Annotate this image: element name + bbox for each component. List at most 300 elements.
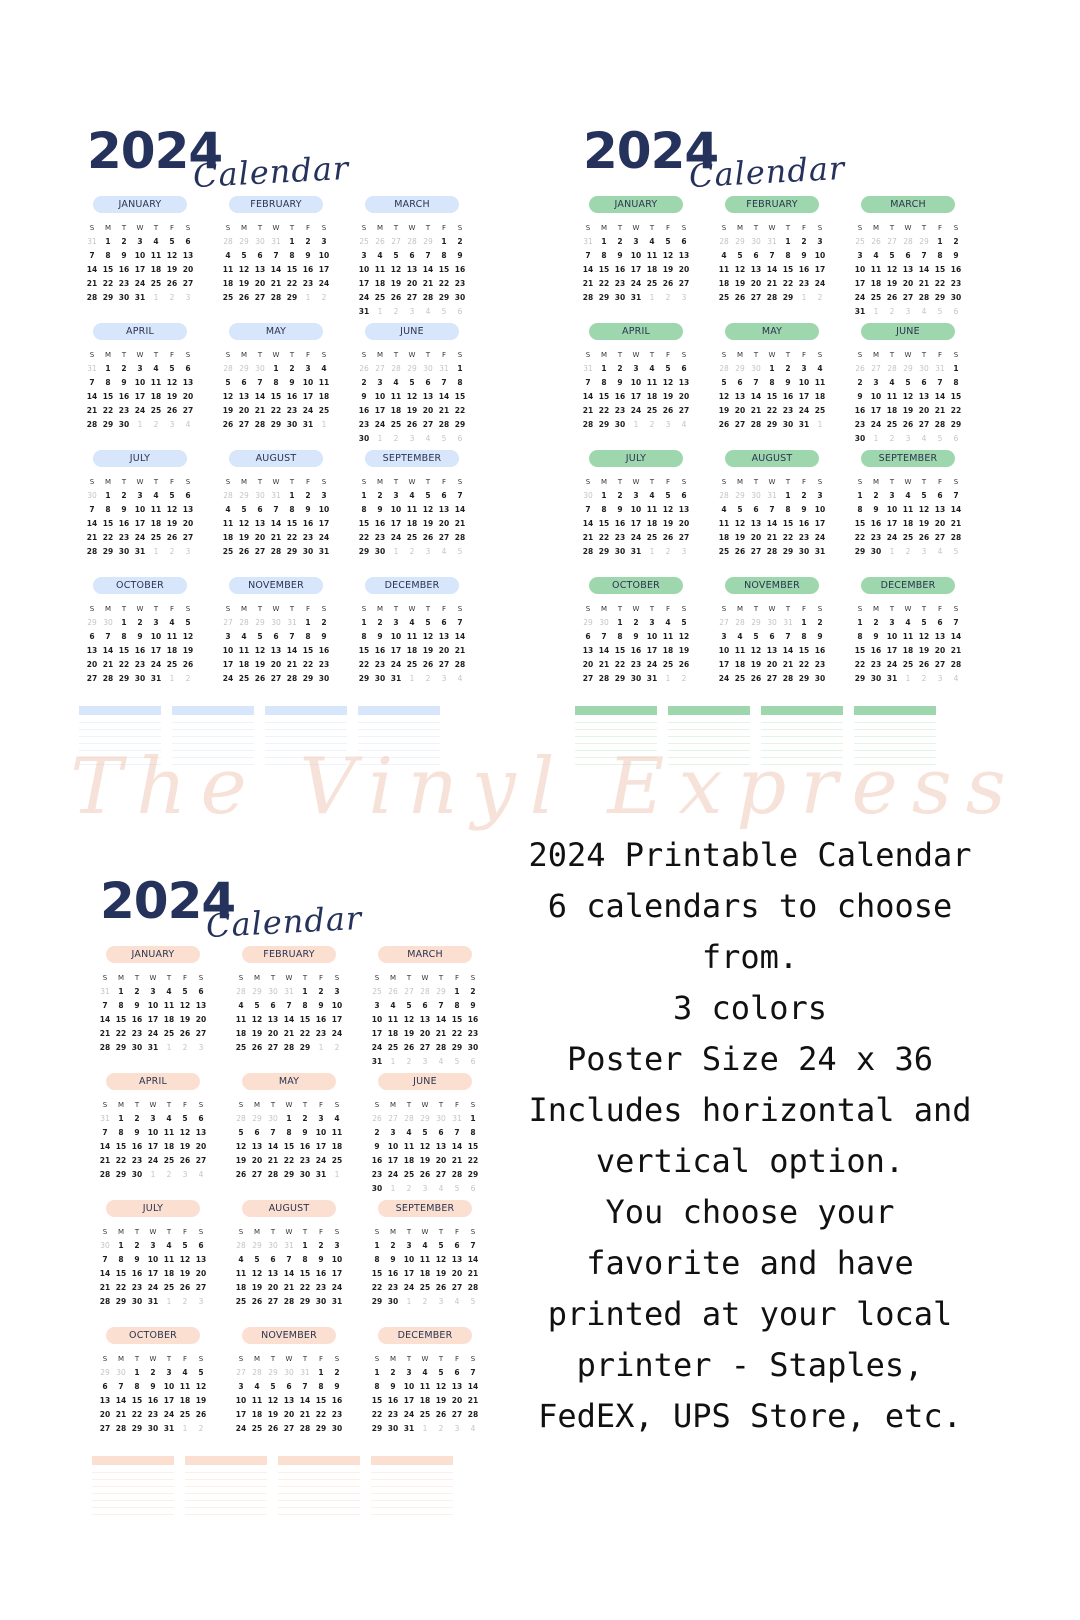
weekday-label: W bbox=[149, 1355, 157, 1363]
weekday-label: M bbox=[240, 224, 248, 232]
day-cell: 29 bbox=[407, 364, 417, 373]
day-cell: 14 bbox=[267, 1142, 279, 1151]
day-cell: 2 bbox=[406, 1184, 412, 1193]
day-cell: 9 bbox=[377, 632, 383, 641]
weekday-label: F bbox=[937, 351, 943, 359]
day-cell: 4 bbox=[153, 364, 159, 373]
day-cell: 30 bbox=[614, 293, 626, 302]
day-cell: 27 bbox=[195, 1283, 207, 1292]
note-line bbox=[278, 1486, 360, 1487]
weekday-label: S bbox=[225, 351, 231, 359]
day-cell: 11 bbox=[718, 519, 730, 528]
day-cell: 28 bbox=[766, 293, 778, 302]
day-cell: 20 bbox=[438, 646, 450, 655]
note-line bbox=[371, 1493, 453, 1494]
day-cell: 30 bbox=[798, 547, 810, 556]
day-cell: 29 bbox=[239, 237, 249, 246]
day-cell: 14 bbox=[782, 646, 794, 655]
day-cell: 2 bbox=[321, 618, 327, 627]
week-row bbox=[707, 658, 837, 672]
day-cell: 22 bbox=[371, 1283, 383, 1292]
day-cell: 20 bbox=[438, 519, 450, 528]
day-cell: 28 bbox=[267, 1170, 279, 1179]
day-cell: 29 bbox=[87, 618, 97, 627]
day-cell: 20 bbox=[750, 533, 762, 542]
day-cell: 25 bbox=[150, 533, 162, 542]
weekday-label: T bbox=[649, 478, 655, 486]
weekday-label: S bbox=[953, 605, 959, 613]
weekday-label: F bbox=[318, 1228, 324, 1236]
weekday-label: M bbox=[600, 478, 608, 486]
weekday-label: T bbox=[921, 605, 927, 613]
week-row bbox=[571, 376, 701, 390]
weekday-label: T bbox=[393, 224, 399, 232]
day-cell: 30 bbox=[467, 1043, 479, 1052]
weekday-label: T bbox=[785, 478, 791, 486]
day-cell: 2 bbox=[318, 1241, 324, 1250]
weekday-label: T bbox=[257, 224, 263, 232]
day-cell: 18 bbox=[222, 533, 234, 542]
day-cell: 2 bbox=[422, 1297, 428, 1306]
weekday-label: T bbox=[785, 351, 791, 359]
day-cell: 7 bbox=[89, 251, 95, 260]
weekday-label: S bbox=[361, 605, 367, 613]
weekday-label: T bbox=[406, 1228, 412, 1236]
day-cell: 20 bbox=[254, 533, 266, 542]
day-cell: 15 bbox=[371, 1396, 383, 1405]
day-cell: 7 bbox=[441, 378, 447, 387]
weekday-label: M bbox=[389, 1101, 397, 1109]
day-cell: 28 bbox=[903, 237, 913, 246]
month-name: SEPTEMBER bbox=[365, 450, 459, 467]
weekday-label: S bbox=[585, 605, 591, 613]
weekday-label: T bbox=[134, 1101, 140, 1109]
day-cell: 25 bbox=[235, 1297, 247, 1306]
day-cell: 23 bbox=[118, 279, 130, 288]
day-cell: 28 bbox=[719, 237, 729, 246]
day-cell: 2 bbox=[817, 293, 823, 302]
day-cell: 6 bbox=[753, 251, 759, 260]
month-name: NOVEMBER bbox=[725, 577, 819, 594]
weekday-label: T bbox=[153, 478, 159, 486]
weekday-label: S bbox=[321, 478, 327, 486]
weekday-label: T bbox=[921, 478, 927, 486]
day-cell: 3 bbox=[225, 632, 231, 641]
month-name: SEPTEMBER bbox=[861, 450, 955, 467]
day-cell: 29 bbox=[286, 293, 298, 302]
day-cell: 20 bbox=[238, 406, 250, 415]
week-row bbox=[88, 1154, 218, 1168]
weekday-header bbox=[75, 221, 205, 235]
day-cell: 29 bbox=[102, 293, 114, 302]
day-cell: 14 bbox=[286, 646, 298, 655]
day-cell: 30 bbox=[614, 420, 626, 429]
day-cell: 25 bbox=[318, 406, 330, 415]
day-cell: 3 bbox=[321, 237, 327, 246]
note-line bbox=[185, 1486, 267, 1487]
day-cell: 28 bbox=[451, 1170, 463, 1179]
day-cell: 17 bbox=[371, 1029, 383, 1038]
day-cell: 8 bbox=[801, 632, 807, 641]
month-block bbox=[211, 323, 341, 450]
weekday-label: M bbox=[600, 224, 608, 232]
day-cell: 21 bbox=[270, 279, 282, 288]
day-cell: 12 bbox=[662, 505, 674, 514]
day-cell: 27 bbox=[195, 1156, 207, 1165]
weekday-label: F bbox=[305, 605, 311, 613]
day-cell: 17 bbox=[814, 265, 826, 274]
day-cell: 19 bbox=[918, 519, 930, 528]
day-cell: 13 bbox=[419, 1015, 431, 1024]
day-cell: 16 bbox=[118, 265, 130, 274]
description-line: You choose your bbox=[605, 1193, 895, 1231]
note-line bbox=[278, 1493, 360, 1494]
day-cell: 2 bbox=[377, 618, 383, 627]
day-cell: 11 bbox=[318, 378, 330, 387]
day-cell: 28 bbox=[407, 237, 417, 246]
weekday-header bbox=[360, 1098, 490, 1112]
day-cell: 14 bbox=[467, 1382, 479, 1391]
weekday-header bbox=[707, 348, 837, 362]
day-cell: 2 bbox=[649, 420, 655, 429]
day-cell: 2 bbox=[889, 307, 895, 316]
day-cell: 9 bbox=[137, 632, 143, 641]
day-cell: 12 bbox=[435, 1382, 447, 1391]
day-cell: 28 bbox=[86, 547, 98, 556]
day-cell: 7 bbox=[257, 378, 263, 387]
day-cell: 2 bbox=[182, 1297, 188, 1306]
day-cell: 16 bbox=[374, 519, 386, 528]
day-cell: 14 bbox=[451, 1142, 463, 1151]
day-cell: 23 bbox=[614, 533, 626, 542]
weekday-label: S bbox=[198, 974, 204, 982]
week-row bbox=[211, 277, 341, 291]
week-row bbox=[843, 418, 973, 432]
week-row bbox=[88, 1041, 218, 1055]
week-row bbox=[75, 630, 205, 644]
week-row bbox=[211, 531, 341, 545]
week-row bbox=[707, 545, 837, 559]
weekday-label: M bbox=[872, 478, 880, 486]
day-cell: 30 bbox=[870, 674, 882, 683]
day-cell: 27 bbox=[719, 618, 729, 627]
day-cell: 28 bbox=[582, 547, 594, 556]
day-cell: 1 bbox=[649, 547, 655, 556]
day-cell: 1 bbox=[289, 491, 295, 500]
weekday-label: W bbox=[768, 605, 776, 613]
day-cell: 8 bbox=[601, 505, 607, 514]
week-row bbox=[843, 404, 973, 418]
day-cell: 12 bbox=[182, 632, 194, 641]
day-cell: 18 bbox=[662, 646, 674, 655]
day-cell: 21 bbox=[86, 406, 98, 415]
week-row bbox=[88, 1394, 218, 1408]
day-cell: 27 bbox=[406, 293, 418, 302]
day-cell: 21 bbox=[582, 279, 594, 288]
day-cell: 26 bbox=[182, 660, 194, 669]
day-cell: 24 bbox=[630, 533, 642, 542]
day-cell: 27 bbox=[236, 1368, 246, 1377]
day-cell: 16 bbox=[798, 519, 810, 528]
day-cell: 9 bbox=[305, 505, 311, 514]
day-cell: 28 bbox=[422, 293, 434, 302]
day-cell: 6 bbox=[270, 1001, 276, 1010]
day-cell: 1 bbox=[374, 1241, 380, 1250]
weekday-label: T bbox=[166, 1228, 172, 1236]
day-cell: 7 bbox=[105, 632, 111, 641]
month-name: MARCH bbox=[365, 196, 459, 213]
day-cell: 16 bbox=[131, 1269, 143, 1278]
day-cell: 1 bbox=[305, 293, 311, 302]
weekday-label: M bbox=[240, 478, 248, 486]
day-cell: 4 bbox=[905, 491, 911, 500]
day-cell: 31 bbox=[315, 1170, 327, 1179]
day-cell: 18 bbox=[163, 1142, 175, 1151]
day-cell: 2 bbox=[166, 1170, 172, 1179]
day-cell: 3 bbox=[137, 364, 143, 373]
month-name: OCTOBER bbox=[93, 577, 187, 594]
day-cell: 4 bbox=[422, 1368, 428, 1377]
week-row bbox=[211, 672, 341, 686]
day-cell: 9 bbox=[318, 1001, 324, 1010]
day-cell: 5 bbox=[937, 307, 943, 316]
week-row bbox=[88, 1126, 218, 1140]
note-line bbox=[668, 729, 750, 730]
day-cell: 8 bbox=[857, 505, 863, 514]
day-cell: 3 bbox=[198, 1043, 204, 1052]
month-name: FEBRUARY bbox=[242, 946, 336, 963]
day-cell: 1 bbox=[441, 237, 447, 246]
day-cell: 3 bbox=[905, 307, 911, 316]
day-cell: 10 bbox=[403, 1255, 415, 1264]
day-cell: 12 bbox=[734, 265, 746, 274]
day-cell: 1 bbox=[393, 547, 399, 556]
day-cell: 25 bbox=[718, 293, 730, 302]
weekday-label: M bbox=[240, 605, 248, 613]
day-cell: 17 bbox=[235, 1410, 247, 1419]
day-cell: 9 bbox=[873, 632, 879, 641]
week-row bbox=[75, 672, 205, 686]
day-cell: 23 bbox=[371, 1170, 383, 1179]
week-row bbox=[211, 404, 341, 418]
notes-column bbox=[371, 1472, 453, 1521]
week-row bbox=[571, 517, 701, 531]
day-cell: 24 bbox=[163, 1410, 175, 1419]
note-line bbox=[92, 1493, 174, 1494]
note-line bbox=[278, 1472, 360, 1473]
day-cell: 14 bbox=[467, 1255, 479, 1264]
day-cell: 29 bbox=[118, 674, 130, 683]
week-row bbox=[224, 1140, 354, 1154]
month-block bbox=[347, 196, 477, 323]
day-cell: 30 bbox=[950, 293, 962, 302]
day-cell: 16 bbox=[630, 646, 642, 655]
day-cell: 29 bbox=[766, 420, 778, 429]
day-cell: 18 bbox=[814, 392, 826, 401]
day-cell: 22 bbox=[598, 406, 610, 415]
day-cell: 12 bbox=[406, 392, 418, 401]
week-row bbox=[75, 644, 205, 658]
day-cell: 30 bbox=[423, 364, 433, 373]
weekday-label: W bbox=[408, 478, 416, 486]
day-cell: 2 bbox=[801, 237, 807, 246]
day-cell: 5 bbox=[169, 491, 175, 500]
day-cell: 28 bbox=[239, 618, 249, 627]
day-cell: 21 bbox=[270, 533, 282, 542]
day-cell: 18 bbox=[718, 279, 730, 288]
month-grid bbox=[75, 196, 477, 704]
day-cell: 10 bbox=[134, 505, 146, 514]
day-cell: 5 bbox=[182, 987, 188, 996]
week-row bbox=[843, 235, 973, 249]
day-cell: 26 bbox=[662, 279, 674, 288]
day-cell: 4 bbox=[921, 307, 927, 316]
weekday-label: S bbox=[681, 351, 687, 359]
day-cell: 22 bbox=[270, 406, 282, 415]
month-block bbox=[211, 450, 341, 577]
day-cell: 21 bbox=[467, 1396, 479, 1405]
month-name: SEPTEMBER bbox=[378, 1200, 472, 1217]
day-cell: 13 bbox=[182, 251, 194, 260]
day-cell: 3 bbox=[665, 420, 671, 429]
day-cell: 12 bbox=[918, 632, 930, 641]
day-cell: 7 bbox=[585, 505, 591, 514]
day-cell: 26 bbox=[886, 293, 898, 302]
day-cell: 11 bbox=[150, 505, 162, 514]
day-cell: 3 bbox=[425, 547, 431, 556]
day-cell: 8 bbox=[318, 1382, 324, 1391]
day-cell: 5 bbox=[241, 505, 247, 514]
weekday-label: M bbox=[376, 351, 384, 359]
note-line bbox=[79, 736, 161, 737]
day-cell: 1 bbox=[857, 618, 863, 627]
day-cell: 1 bbox=[377, 434, 383, 443]
day-cell: 1 bbox=[406, 1297, 412, 1306]
day-cell: 9 bbox=[134, 1128, 140, 1137]
day-cell: 20 bbox=[182, 392, 194, 401]
day-cell: 12 bbox=[422, 632, 434, 641]
weekday-label: S bbox=[681, 605, 687, 613]
day-cell: 26 bbox=[195, 1410, 207, 1419]
day-cell: 16 bbox=[454, 265, 466, 274]
day-cell: 29 bbox=[252, 987, 262, 996]
day-cell: 1 bbox=[318, 1043, 324, 1052]
day-cell: 29 bbox=[315, 1424, 327, 1433]
day-cell: 28 bbox=[420, 987, 430, 996]
day-cell: 25 bbox=[734, 674, 746, 683]
weekday-label: W bbox=[272, 478, 280, 486]
weekday-label: T bbox=[889, 605, 895, 613]
day-cell: 4 bbox=[649, 491, 655, 500]
day-cell: 22 bbox=[115, 1156, 127, 1165]
day-cell: 1 bbox=[361, 618, 367, 627]
day-cell: 13 bbox=[582, 646, 594, 655]
calendar-year: 2024 bbox=[583, 122, 719, 180]
week-row bbox=[347, 630, 477, 644]
weekday-label: S bbox=[817, 478, 823, 486]
day-cell: 2 bbox=[121, 491, 127, 500]
day-cell: 25 bbox=[163, 1029, 175, 1038]
day-cell: 13 bbox=[195, 1255, 207, 1264]
day-cell: 3 bbox=[873, 378, 879, 387]
day-cell: 16 bbox=[118, 519, 130, 528]
day-cell: 14 bbox=[438, 392, 450, 401]
day-cell: 11 bbox=[870, 265, 882, 274]
day-cell: 29 bbox=[102, 420, 114, 429]
day-cell: 20 bbox=[435, 1156, 447, 1165]
day-cell: 27 bbox=[678, 279, 690, 288]
day-cell: 3 bbox=[409, 434, 415, 443]
weekday-label: F bbox=[182, 974, 188, 982]
day-cell: 8 bbox=[769, 378, 775, 387]
day-cell: 11 bbox=[419, 1382, 431, 1391]
day-cell: 8 bbox=[441, 251, 447, 260]
week-row bbox=[707, 517, 837, 531]
day-cell: 19 bbox=[251, 1029, 263, 1038]
week-row bbox=[571, 277, 701, 291]
day-cell: 28 bbox=[467, 1410, 479, 1419]
day-cell: 28 bbox=[438, 420, 450, 429]
day-cell: 16 bbox=[614, 392, 626, 401]
day-cell: 5 bbox=[425, 618, 431, 627]
day-cell: 7 bbox=[457, 618, 463, 627]
notes-headers bbox=[92, 1456, 453, 1465]
day-cell: 2 bbox=[801, 491, 807, 500]
week-row bbox=[843, 545, 973, 559]
day-cell: 15 bbox=[782, 265, 794, 274]
month-name: DECEMBER bbox=[861, 577, 955, 594]
day-cell: 29 bbox=[436, 987, 446, 996]
day-cell: 11 bbox=[646, 251, 658, 260]
day-cell: 1 bbox=[817, 420, 823, 429]
weekday-label: F bbox=[665, 351, 671, 359]
day-cell: 14 bbox=[102, 646, 114, 655]
weekday-label: W bbox=[408, 224, 416, 232]
week-row bbox=[571, 249, 701, 263]
day-cell: 15 bbox=[371, 1269, 383, 1278]
week-row bbox=[211, 616, 341, 630]
day-cell: 5 bbox=[665, 491, 671, 500]
week-row bbox=[75, 616, 205, 630]
day-cell: 22 bbox=[454, 406, 466, 415]
week-row bbox=[88, 1380, 218, 1394]
weekday-label: W bbox=[285, 1355, 293, 1363]
weekday-label: S bbox=[681, 478, 687, 486]
notes-header-bar bbox=[185, 1456, 267, 1465]
day-cell: 17 bbox=[630, 519, 642, 528]
day-cell: 16 bbox=[387, 1269, 399, 1278]
day-cell: 21 bbox=[782, 660, 794, 669]
day-cell: 6 bbox=[953, 307, 959, 316]
note-line bbox=[854, 722, 936, 723]
day-cell: 6 bbox=[257, 505, 263, 514]
week-row bbox=[843, 658, 973, 672]
day-cell: 9 bbox=[374, 1142, 380, 1151]
week-row bbox=[843, 672, 973, 686]
weekday-label: M bbox=[600, 351, 608, 359]
day-cell: 1 bbox=[302, 1241, 308, 1250]
day-cell: 29 bbox=[302, 674, 314, 683]
day-cell: 18 bbox=[374, 279, 386, 288]
day-cell: 5 bbox=[937, 434, 943, 443]
day-cell: 30 bbox=[118, 547, 130, 556]
day-cell: 29 bbox=[252, 1241, 262, 1250]
day-cell: 5 bbox=[721, 378, 727, 387]
note-line bbox=[185, 1507, 267, 1508]
weekday-label: F bbox=[441, 224, 447, 232]
day-cell: 15 bbox=[614, 646, 626, 655]
month-block bbox=[707, 577, 837, 704]
